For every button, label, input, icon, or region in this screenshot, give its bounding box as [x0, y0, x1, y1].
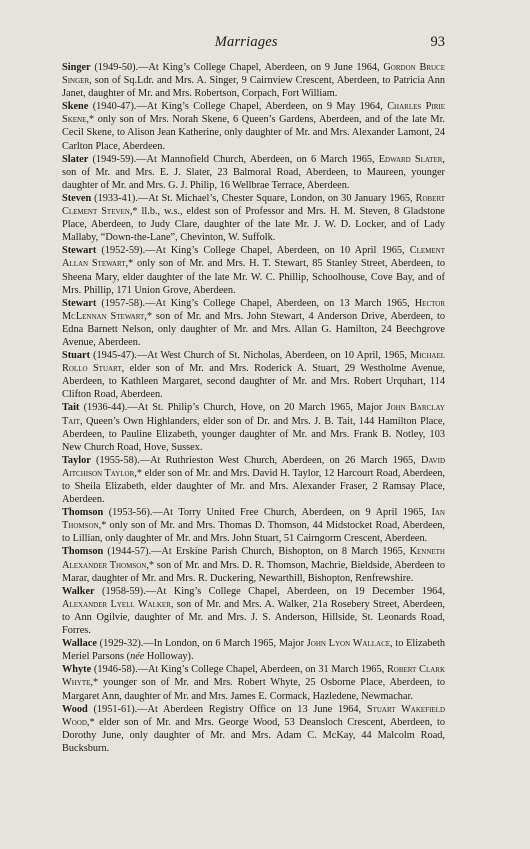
- entry-text: (1957-58).—At King’s College Chapel, Aberdeen, on 13 March 1965,: [96, 297, 415, 309]
- entry-text: , elder son of Mr. and Mrs. Roderick A. Stuart, 29 Westholme Avenue, Aberdeen, to Kathleen Margaret, second daughter of Mr. and Mrs. Robert Urquhart, 114 Clifton Road, Aberdeen.: [62, 363, 445, 401]
- entry-full-name: Alexander Lyell Walker: [62, 598, 171, 610]
- entry-surname: Singer: [62, 62, 91, 73]
- marriage-entry: [62, 637, 445, 663]
- entry-surname: Whyte: [62, 664, 92, 676]
- entry-surname: Skene: [62, 101, 89, 113]
- entry-surname: Stewart: [62, 245, 97, 257]
- entry-surname: Taylor: [62, 454, 91, 466]
- entry-full-name: Robert Clark Whyte: [62, 664, 446, 689]
- entry-text: Holloway).: [144, 651, 194, 663]
- entry-text: , son of Mr. and Mrs. A. Walker, 21a Rosebery Street, Aberdeen, to Ann Ogilvie, daughter of Mr. and Mrs. J. S. Anderson, Hillside, St. Leonards Road, Forres.: [62, 598, 445, 637]
- entry-text: , Queen’s Own Highlanders, elder son of Dr. and Mrs. J. B. Tait, 144 Hamilton Place, Aberdeen, to Pauline Elizabeth, younger daughter of Mr. and Mrs. Frank B. Notley, 103 New Church Road, Hove, Sussex.: [62, 415, 445, 453]
- entry-text: (1953-56).—At Torry United Free Church, Aberdeen, on 9 April 1965,: [103, 507, 432, 519]
- entry-italic-word: née: [130, 651, 145, 663]
- entry-surname: Wood: [62, 703, 88, 715]
- entry-full-name: Robert Clement Steven: [62, 192, 445, 218]
- entry-surname: Stewart: [62, 297, 97, 309]
- page-number: 93: [430, 34, 445, 50]
- entry-text: (1958-59).—At King’s College Chapel, Aberdeen, on 19 December 1964,: [94, 585, 445, 597]
- entry-text: ,* only son of Mr. and Mrs. H. T. Stewart, 85 Stanley Street, Aberdeen, to Sheena Mary, elder daughter of the late Mr. W. C. Phillip, Schoolhouse, Cove Bay, and of Mrs. Phillip, 171 Union Grove, Aberdeen.: [62, 258, 445, 296]
- entry-surname: Tait: [62, 402, 80, 414]
- entry-surname: Wallace: [62, 638, 97, 650]
- marriage-entry: [62, 454, 445, 506]
- marriage-entry: [62, 585, 445, 637]
- entry-text: (1929-32).—In London, on 6 March 1965, Major: [96, 638, 307, 650]
- entry-surname: Thomson: [62, 507, 104, 519]
- entry-text: , son of Sq.Ldr. and Mrs. A. Singer, 9 Cairnview Crescent, Aberdeen, to Patricia Ann Janet, daughter of Mr. and Mrs. Robertson, Corpach, Fort William.: [62, 75, 445, 100]
- entry-full-name: Stuart Wakefield Wood: [62, 703, 446, 728]
- entry-full-name: Michael Rollo Stuart: [62, 350, 445, 375]
- entry-text: ,* younger son of Mr. and Mrs. Robert Whyte, 25 Osborne Place, Aberdeen, to Margaret Ann, daughter of Mr. and Mrs. James E. Cormack, Hazledene, Newmachar.: [62, 677, 445, 702]
- entry-full-name: David Aitchison Taylor: [62, 454, 445, 479]
- entry-text: ,* elder son of Mr. and Mrs. George Wood, 53 Deansloch Crescent, Aberdeen, to Dorothy June, only daughter of Mr. and Mrs. Adam C. McKay, 44 Malcolm Road, Bucksburn.: [62, 716, 445, 754]
- entry-text: (1949-59).—At Mannofield Church, Aberdeen, on 6 March 1965,: [88, 153, 379, 165]
- entry-text: ,* ll.b., w.s., eldest son of Professor and Mrs. H. M. Steven, 8 Gladstone Place, Aberdeen, to Judy Clare, daughter of the late Mr. J. W. D. Locker, and of Lady Mallaby, “Down-the-Lane”, Chevinton, W. Suffolk.: [62, 206, 445, 244]
- marriage-entry: [62, 192, 445, 244]
- entry-text: ,* son of Mr. and Mrs. D. R. Thomson, Machrie, Bieldside, Aberdeen to Marar, daughter of Mr. and Mrs. R. Duckering, Newarthill, Bishopton, Renfrewshire.: [62, 559, 446, 584]
- marriage-entry: [62, 663, 445, 702]
- marriage-entry: [62, 703, 445, 755]
- entry-full-name: Clement Allan Stewart: [62, 245, 445, 270]
- entry-text: (1944-57).—At Erskine Parish Church, Bishopton, on 8 March 1965,: [103, 546, 410, 558]
- entry-text: , to Elizabeth Meriel Parsons (: [62, 638, 445, 663]
- entry-full-name: Ian Thomson: [62, 507, 445, 532]
- marriage-entry: [62, 401, 445, 453]
- entry-text: ,* elder son of Mr. and Mrs. David H. Taylor, 12 Harcourt Road, Aberdeen, to Sheila Elizabeth, elder daughter of Mr. and Mrs. Alexander Fraser, 2 Ramsay Place, Aberdeen.: [62, 467, 446, 506]
- page-header: [62, 34, 445, 56]
- entry-text: (1949-50).—At King’s College Chapel, Aberdeen, on 9 June 1964,: [90, 62, 384, 73]
- running-title: Marriages: [214, 34, 278, 50]
- entry-text: (1945-47).—At West Church of St. Nicholas, Aberdeen, on 10 April, 1965,: [90, 350, 411, 362]
- entry-text: , son of Mr. and Mrs. E. J. Slater, 23 Balmoral Road, Aberdeen, to Maureen, younger daughter of Mr. and Mrs. G. J. Philip, 16 Wellbrae Terrace, Aberdeen.: [62, 153, 445, 191]
- marriage-entry: [62, 545, 445, 584]
- entry-full-name: Edward Slater: [378, 153, 443, 165]
- entry-full-name: John Lyon Wallace: [306, 638, 391, 650]
- marriage-entry: [62, 244, 445, 296]
- entry-text: (1951-61).—At Aberdeen Registry Office on 13 June 1964,: [87, 703, 367, 715]
- entry-surname: Walker: [62, 585, 95, 597]
- entry-text: (1946-58).—At King’s College Chapel, Aberdeen, on 31 March 1965,: [91, 664, 387, 676]
- marriage-entry: [62, 153, 445, 192]
- entry-surname: Stuart: [62, 350, 91, 362]
- entry-surname: Slater: [62, 153, 89, 165]
- marriage-entry: [62, 100, 445, 152]
- entry-text: (1933-41).—At St. Michael’s, Chester Square, London, on 30 January 1965,: [91, 192, 416, 204]
- entry-full-name: Kenneth Alexander Thomson: [62, 546, 445, 571]
- entry-surname: Thomson: [62, 546, 104, 558]
- entry-full-name: Charles Pirie Skene: [62, 101, 445, 126]
- entry-full-name: John Barclay Tait: [62, 402, 445, 427]
- entry-text: (1952-59).—At King’s College Chapel, Aberdeen, on 10 April 1965,: [96, 245, 410, 257]
- entry-full-name: Hector McLennan Stewart: [62, 297, 445, 322]
- entry-text: (1940-47).—At King’s College Chapel, Aberdeen, on 9 May 1964,: [88, 101, 388, 113]
- entry-text: ,* only son of Mr. and Mrs. Thomas D. Thomson, 44 Midstocket Road, Aberdeen, to Lillian, only daughter of Mr. and Mrs. John Stuart, 51 Cairngorm Crescent, Aberdeen.: [62, 520, 445, 545]
- marriage-entries: [62, 61, 445, 755]
- marriage-entry: [62, 506, 445, 545]
- marriage-entry: [62, 297, 445, 349]
- entry-text: (1955-58).—At Ruthrieston West Church, Aberdeen, on 26 March 1965,: [90, 454, 421, 466]
- marriage-entry: [62, 61, 445, 100]
- entry-full-name: Gordon Bruce Singer: [62, 62, 445, 87]
- entry-text: ,* only son of Mrs. Norah Skene, 6 Queen’s Gardens, Aberdeen, and of the late Mr. Cecil Skene, to Alison Jean Katherine, only daughter of Mr. and Mrs. Alexander Lamont, 24 Carlton Place, Aberdeen.: [62, 114, 445, 152]
- entry-text: ,* son of Mr. and Mrs. John Stewart, 4 Anderson Drive, Aberdeen, to Edna Barnett Nelson, only daughter of Mr. and Mrs. Allan G. Hamilton, 24 Beechgrove Avenue, Aberdeen.: [62, 310, 445, 348]
- entry-text: (1936-44).—At St. Philip’s Church, Hove, on 20 March 1965, Major: [79, 402, 387, 414]
- marriage-entry: [62, 349, 445, 401]
- entry-surname: Steven: [62, 192, 92, 204]
